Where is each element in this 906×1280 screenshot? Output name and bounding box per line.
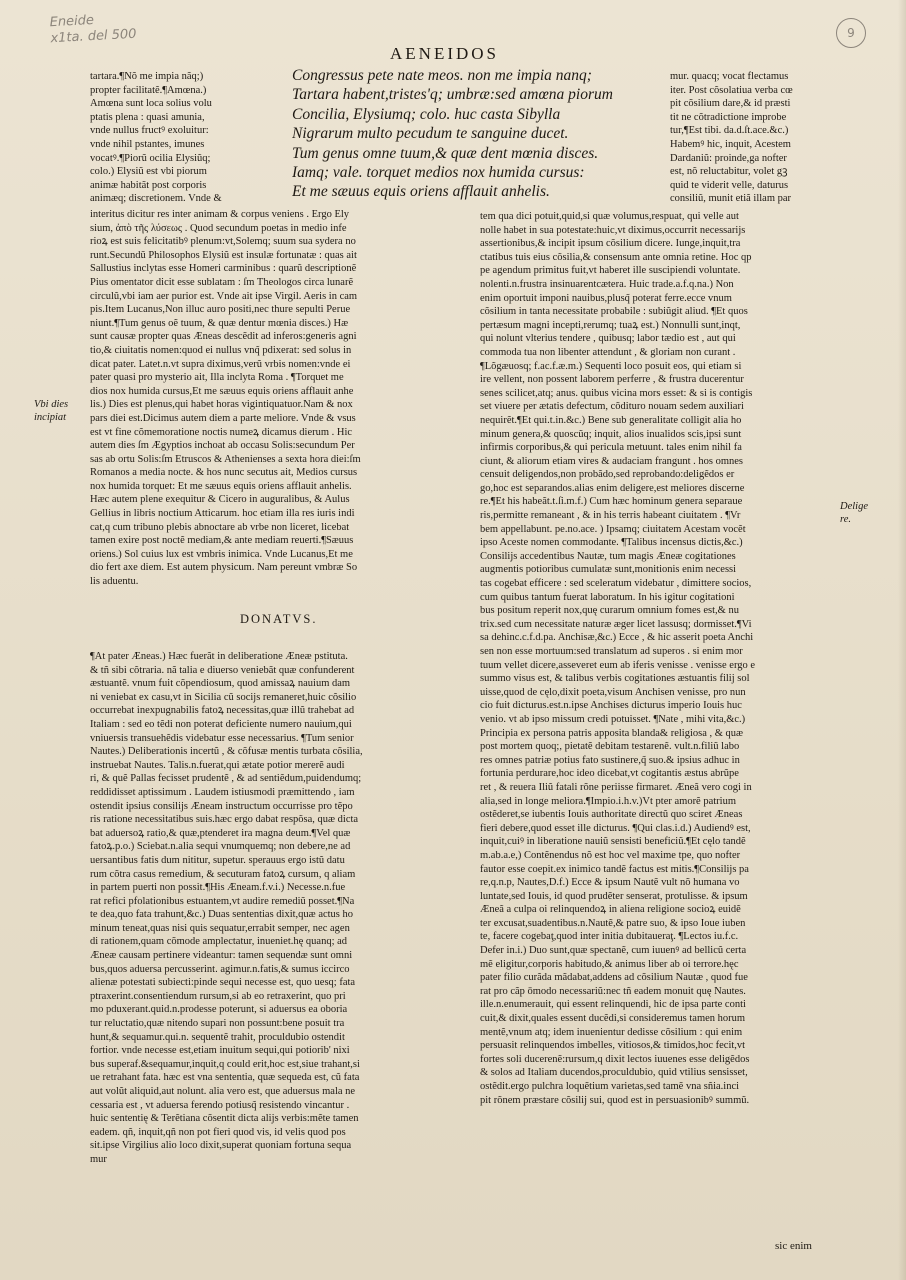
commentary-donatus <box>90 650 470 1167</box>
commentary-line: pater quasi pro mysterio ait, Illa inclyta Roma . ¶Torquet me <box>90 372 344 384</box>
commentary-line: vnde nullus fructꝰ exoluitur: <box>90 125 209 137</box>
commentary-line: cat,q cum tribuno plebis abnoctare ab vrbe non liceret, licebat <box>90 521 350 533</box>
commentary-line: bus positum reperit nox,quę curarum omnium fomes est,& nu <box>480 605 739 617</box>
commentary-line: ipso Aceste nomen commodante. ¶Talibus incensus dictis,&c.) <box>480 537 743 549</box>
commentary-line: Gellius in libris noctium Atticarum. hoc etiam illa res iuris indi <box>90 508 355 520</box>
verse-block <box>292 66 662 202</box>
commentary-line: m.ab.a.e,) Contẽnendus nõ est hoc vel maxime tpe, quo nofter <box>480 849 741 861</box>
commentary-line: dio fert axe diem. Est autem physicum. Nam pereunt vmbræ So <box>90 562 358 574</box>
commentary-line: ret , & reuera Iliũ fatali rõne periisse firmaret. Æneã vero cogi in <box>480 781 752 793</box>
commentary-right-main <box>480 210 835 1107</box>
commentary-line: pe agendum primitus fuit,vt haberet ille suscipiendi voluntate. <box>480 265 741 277</box>
commentary-line: ue retrahant fata. hæc est vna sententia, quæ sequeda est, cũ fata <box>90 1072 360 1084</box>
commentary-line: fieri debere,quod esset ille dicturus. ¶Qui clas.i.d.) Audiendꝰ est, <box>480 822 751 834</box>
commentary-line: Defer in.i.) Duo sunt,quæ spectanẽ, cum iuuenꝰ ad bellicũ certa <box>480 945 747 957</box>
commentary-line: colo.) Elysiũ est vbi piorum <box>90 166 207 178</box>
page-edge-shadow <box>898 0 906 1280</box>
commentary-line: hunt,& sequamur.qui.n. sequentẽ trahit, proculdubio ostendit <box>90 1031 345 1043</box>
commentary-line: nequirẽt.¶Et qui.t.in.&c.) Bene sub generalitate colligit alia ho <box>480 414 742 426</box>
verse-line: Nigrarum multo pecudum te sanguine ducet. <box>292 125 569 143</box>
commentary-line: instruebat Nautes. Talis.n.fuerat,qui ætate potior mererẽ audi <box>90 759 345 771</box>
commentary-line: Principia ex persona patris apposita blanda& religiosa , & quæ <box>480 727 744 739</box>
commentary-line: occurrebat inexpugnabilis fatoꝝ necessitas,quæ illũ trahebat ad <box>90 705 355 717</box>
commentary-line: assertionibus,& incipit ipsum cõsilium dicere. Iunge,inquit,tra <box>480 238 741 250</box>
commentary-line: propter facilitatẽ.¶Amœna.) <box>90 84 207 96</box>
commentary-line: post mortem quoq;, pietatẽ debitam testarenẽ. vult.n.filiũ labo <box>480 741 740 753</box>
commentary-line: circulũ,vbi iam aer purior est. Vnde ait ipse Virgil. Aeris in cam <box>90 290 358 302</box>
commentary-line: tartara.¶Nõ me impia nãq;) <box>90 71 204 82</box>
commentary-line: fortunia perdurare,hoc ideo dicebat,vt cogitantis æstus abrũpe <box>480 768 739 780</box>
commentary-line: alia,sed in longe meliora.¶Impio.i.h.v.)Vt pter amorẽ patrium <box>480 795 737 807</box>
commentary-line: summo visus est, & talibus verbis cogitationes æstuantis filij sol <box>480 673 750 685</box>
commentary-line: sium, ἀπὸ τῆς λύσεως . Quod secundum poetas in medio infe <box>90 222 347 234</box>
commentary-left-main <box>90 208 470 589</box>
commentary-line: ille.n.enumerauit, qui essent relinquendi, hic de ipsa parte conti <box>480 999 746 1011</box>
commentary-line: æstuantẽ. vnum fuit cõpendiosum, quod amissaꝝ nauium dam <box>90 678 351 690</box>
commentary-line: pis.Item Lucanus,Non illuc auro positi,nec thure sepulti Perue <box>90 304 351 316</box>
commentary-line: ostẽderet,se iubentis Iouis authoritate directũ quo sciret Æneas <box>480 809 743 821</box>
commentary-line: reddidisset aptissimum . Laudem istiusmodi præmittendo , iam <box>90 786 355 798</box>
commentary-line: aut volũt aliquid,aut nolunt. alia vero est, que aduersus mala ne <box>90 1086 356 1097</box>
commentary-line: ri, & quẽ Pallas fecisset prudentẽ , & ad sentiẽdum,puidendumq; <box>90 773 362 785</box>
commentary-line: trix.sed cum necessitate naturæ æger licet lassusq; dormisset.¶Vi <box>480 618 752 630</box>
commentary-line: cessaria est , vt aduersa ferendo potiusq̃ resistendo vincantur . <box>90 1099 350 1111</box>
commentary-line: commoda tua non libenter attendunt , & gloriam non curant . <box>480 346 736 358</box>
commentary-line: ctatibus tuis eius cõsilia,& consensum ante omnia retine. Hoc qp <box>480 251 752 263</box>
commentary-line: infirmis corporibus,& qui pericula metuunt. tales enim nihil fa <box>480 442 742 454</box>
commentary-line: augmentis potioribus cumulatæ sunt,monitionis enim necessi <box>480 564 737 576</box>
catchword: sic enim <box>775 1240 812 1252</box>
commentary-line: sas ab ortu Solis:ſm Etruscos & Athenienses a sexta hora diei:ſm <box>90 453 361 465</box>
commentary-line: Romanos a media nocte. & hos nunc secutus ait, Medios cursus <box>90 467 358 479</box>
commentary-line: est vt fine cõmemoratione noctis numeꝝ dicamus dierum . Hic <box>90 426 353 438</box>
commentary-line: bem appellabunt. pe.no.ace. ) Ipsamq; ciuitatem Acestam vocẽt <box>480 523 746 535</box>
commentary-line: cum quibus tantum fuerat laboratum. In his igitur cogitationi <box>480 591 735 603</box>
commentary-line: ¶At pater Æneas.) Hæc fuerãt in deliberatione Æneæ pstituta. <box>90 651 348 662</box>
commentary-line: in partem puerti non possit.¶His Æneam.f.v.i.) Necesse.n.fue <box>90 882 346 894</box>
commentary-line: animæ habitãt post corporis <box>90 179 207 191</box>
commentary-line: fortes soli ducerenẽ:rursum,q dixit lectos iuuenes esse deligẽdos <box>480 1053 750 1065</box>
commentary-line: tur reluctatio,quæ nitendo supari non possunt:bene posuit tra <box>90 1018 345 1030</box>
commentary-line: tuum vellet dicere,asseveret eum ab iferis venisse . venisse ergo e <box>480 659 756 671</box>
commentary-line: ¶Lõgæuosq; f.ac.f.æ.m.) Sequenti loco posuit eos, qui etiam si <box>480 360 742 372</box>
commentary-line: lis aduentu. <box>90 576 139 588</box>
commentary-line: venio. vt ab ipso missum credi potuisset. ¶Nate , mihi vita,&c.) <box>480 713 746 725</box>
commentary-line: consiliũ, munit etiã illam par <box>670 193 792 205</box>
commentary-line: inquit,cuiꝰ in liberatione nauiũ sensisti beneficiũ.¶Et cęlo tandẽ <box>480 836 746 848</box>
handwritten-line-1: Eneide <box>49 12 95 31</box>
commentary-line: pars diei est.Dicimus autem diem a parte meliore. Vnde & vsus <box>90 412 356 424</box>
commentary-line: set viuere per ætatis defectum, cõditurо nouam sedem auxiliari <box>480 401 744 413</box>
commentary-line: ptraxerint.consentiendum rursum,si ab eo retraxerint, quo pri <box>90 990 346 1002</box>
commentary-line: Consilijs accedentibus Nautæ, tum magis Æneæ cogitationes <box>480 550 736 562</box>
commentary-line: sen non esse mortuum:sed translatum ad superos . si enim mor <box>480 646 743 657</box>
commentary-line: bus,quos aduersa percusserint. agimur.n.fatis,& sumus iccirco <box>90 963 350 975</box>
commentary-line: mẽ eligitur,corporis habitudo,& animus liber ab oi terrore.hęc <box>480 958 739 970</box>
commentary-line: rat pro cãp ōmodo necessariũ:nec tñ eadem monuit quę Nautes. <box>480 985 746 997</box>
commentary-line: tur,¶Est tibi. da.d.ſt.ace.&c.) <box>670 125 789 137</box>
commentary-line: res omnes patriæ potius fato sustinere,q̃ suo.& ipsius adhuc in <box>480 754 740 766</box>
commentary-line: Pius omentator dicit esse sublatam : ſm Theologos circa lunarẽ <box>90 276 354 288</box>
margin-note-right-line-1: Delige <box>840 501 868 512</box>
commentary-line: animæq; discretionem. Vnde & <box>90 193 222 205</box>
commentary-line: censuit deligendos,non probãdo,sed reprobando:deligẽdos er <box>480 469 735 481</box>
commentary-line: te dea,quo fata trahunt,&c.) Duas sententias dixit,quæ actus ho <box>90 909 354 921</box>
commentary-line: Dardaniũ: proinde,ga nofter <box>670 152 787 164</box>
verse-line: Concilia, Elysiumq; colo. huc casta Sibylla <box>292 105 561 123</box>
commentary-line: rioꝝ est suis felicitatibꝰ plenum:vt,Solemq; suum sua sydera no <box>90 236 356 248</box>
commentary-line: runt.Secundũ Philosophos Elysiũ est insulæ fortunatæ : quas ait <box>90 249 357 261</box>
verse-line: Iamq; vale. torquet medios nox humida cursus: <box>292 164 585 182</box>
commentary-line: minum teneat,quas nisi quis sequatur,errabit semper, nec agen <box>90 922 350 934</box>
margin-note-left <box>34 398 88 424</box>
commentary-line: Sallustius inclytas esse Homeri carminibus : quarũ descriptionẽ <box>90 263 357 275</box>
commentary-line: huic sententię & Terẽtiana cõsentit dicta alijs verbis:mẽte tamen <box>90 1113 359 1125</box>
commentary-line: ter excusat,suadentibus.n.Nautẽ,& patre suo, & ipso Ioue iuben <box>480 917 746 929</box>
commentary-line: persuasit relinquendos imbelles, vitiosos,& timidos,hoc fecit,vt <box>480 1040 746 1052</box>
verse-line: Tartara habent,tristes'q; umbræ:sed amœna piorum <box>292 86 613 104</box>
commentary-line: fortior. vnde necesse est,etiam inuitum sequi,qui potiorib' nixi <box>90 1045 350 1057</box>
commentary-line: vnde nihil pstantes, imunes <box>90 138 205 150</box>
commentary-line: fautor esse coepit.ex inimico tandẽ factus est mitis.¶Consilijs pa <box>480 863 749 875</box>
verse-line: Tum genus omne tuum,& quæ dent mœnia disces. <box>292 144 599 162</box>
commentary-line: interitus dicitur res inter animam & corpus veniens . Ergo Ely <box>90 209 350 220</box>
commentary-line: bus superaf.&sequamur,inquit,q could erit,hoc est,siue trahant,si <box>90 1058 360 1070</box>
commentary-line: tit ne cõtradictione improbe <box>670 111 787 123</box>
margin-note-left-line-1: Vbi dies <box>34 399 69 410</box>
commentary-line: Hæc autem plene exequitur & Cicero in auguralibus, & Aulus <box>90 494 350 506</box>
commentary-line: sit.ipse Virgilius alio loco dixit,superat quoniam fortuna sequa <box>90 1140 352 1152</box>
commentary-line: pit cõsilium dare,& id præsti <box>670 98 791 110</box>
commentary-line: rum cõtra casus remedium, & secuturam fatoꝝ cursum, q aliam <box>90 868 356 880</box>
commentary-line: te, facere cogebaţ,quod inter initia dubitaueraţ. ¶Lectos iu.f.c. <box>480 931 739 943</box>
commentary-line: dicat pater. Latet.n.vt supra diximus,verũ vrbis nomen:vnde ei <box>90 358 351 370</box>
margin-note-right <box>840 500 890 526</box>
commentary-line: tio,& ciuitatis nomen:quod ei nullus vnq̃ pdixerat: sed solus in <box>90 344 352 356</box>
commentary-line: mur <box>90 1153 107 1165</box>
commentary-line: eadem. qñ, inquit,qñ non pot fieri quod vis, id velis quod pos <box>90 1126 346 1138</box>
commentary-line: pit rõnem præstare cõsilij sui, quod est in persuasionibꝰ summũ. <box>480 1094 750 1106</box>
running-head: AENEIDOS <box>390 44 499 63</box>
commentary-line: mur. quacq; vocat flectamus <box>670 71 789 82</box>
verse-line: Et me sæuus equis oriens afflauit anhelis. <box>292 183 550 201</box>
commentary-line: tamen exire post noctẽ mediam,& ante mediam reuerti.¶Sæuus <box>90 535 354 547</box>
commentary-line: vocatꝰ.¶Piorũ ocilia Elysiũq; <box>90 152 211 164</box>
commentary-line: est, nõ reluctabitur, volet gꝫ <box>670 166 788 178</box>
commentary-line: bat aduersoꝝ ratio,& quæ,ptenderet ira magna deum.¶Vel quæ <box>90 827 351 839</box>
commentary-line: mo pduxerant.quid.n.prodesse poterunt, si aduersus ea oboria <box>90 1004 348 1016</box>
commentary-line: re,q.n.p, Nautes,D.f.) Ecce & ipsum Nautẽ vult nõ humana vo <box>480 877 740 889</box>
commentary-right-top <box>670 70 840 206</box>
commentary-line: sa dehinc.c.f.d.pa. Anchisæ,&c.) Ecce , & hic asserit poeta Anchi <box>480 632 754 644</box>
commentary-line: Amœna sunt loca solius volu <box>90 98 212 110</box>
donatus-heading: DONATVS. <box>240 612 318 626</box>
commentary-line: Nautes.) Deliberationis incertũ , & cõfusæ mentis turbata cõsilia, <box>90 746 363 758</box>
commentary-line: oriens.) Sol cuius lux est vmbris inimica. Vnde Lucanus,Et me <box>90 548 353 560</box>
commentary-line: nox humida torquet: Et me sæuus equis oriens afflauit anhelis. <box>90 480 352 492</box>
handwritten-line-2: x1ta. del 500 <box>50 26 137 47</box>
commentary-line: nolle habet in sua potestate:huic,vt diximus,occurrit necessarijs <box>480 224 746 236</box>
handwritten-note <box>49 5 250 47</box>
commentary-line: qui nolunt vlterius tendere , quibusq; labor tædio est , aut qui <box>480 333 736 345</box>
commentary-line: Æneæ causam pertinere videantur: tamen sequendæ sunt omni <box>90 950 353 962</box>
commentary-line: di rationem,quam cõmode amplectatur, inueniet.hę quanq; ad <box>90 936 348 948</box>
commentary-line: cuit,& dixit,quales essent ducẽdi,si consideremus tamen horum <box>480 1013 746 1025</box>
commentary-left-top <box>90 70 285 206</box>
commentary-line: niunt.¶Tum genus oẽ tuum, & quæ dentur mœnia disces.) Hæ <box>90 317 349 329</box>
commentary-line: fatoꝝ.p.o.) Sciebat.n.alia sequi vnumquemq; non debere,ne ad <box>90 841 351 853</box>
commentary-line: Æneã a culpa oi relinquendoꝝ in aliena religione socioꝝ euidẽ <box>480 904 741 916</box>
folio-number: 9 <box>836 18 866 48</box>
commentary-line: uersantibus fatis dum nititur, supetur. sperauus ergo istũ datu <box>90 854 345 866</box>
commentary-line: quid te viderit velle, daturus <box>670 179 789 191</box>
commentary-line: & tñ sibi cõtraria. nã talia e diuerso veniebãt quæ confunderent <box>90 664 355 676</box>
commentary-line: sunt causæ propter quas Æneas descẽdit ad inferos:generis agni <box>90 331 357 343</box>
commentary-line: pertæsum magni incepti,rerumq; tuaꝝ est.) Nonnulli sunt,inqt, <box>480 319 741 331</box>
commentary-line: nolenti.n.frustra insinuarentcætera. Huic trade.a.f.q.na.) Non <box>480 278 734 290</box>
commentary-line: enim oportuit imponi nauibus,plusq̃ poterat ferre.ecce vnum <box>480 292 732 304</box>
margin-note-left-line-2: incipiat <box>34 412 67 423</box>
commentary-line: senes scilicet,atq; anus. quibus vicina mors esset: & si is contigis <box>480 387 753 399</box>
commentary-line: lis.) Dies est plenus,qui habet horas vigintiquatuor.Nam & nox <box>90 399 353 411</box>
commentary-line: vniuersis transuehẽdis videbatur esse necessarius. ¶Tum senior <box>90 732 354 744</box>
commentary-line: ris ratione necessitatibus suis.hæc ergo dabat respõsa, quæ dicta <box>90 814 359 826</box>
commentary-line: ostẽdit.ergo pulchra loquẽtium varietas,sed tamẽ vna sñia.inci <box>480 1081 740 1092</box>
commentary-line: luntate,sed Iouis, id quod prudẽter senserat, protulisse. & ipsum <box>480 890 748 902</box>
commentary-line: ni veniebat ex casu,vt in Sicilia cũ socijs remaneret,huic cõsilio <box>90 691 357 703</box>
commentary-line: pater filio curãda mãdabat,addens ad cõsilium Nautæ , quod fue <box>480 972 748 984</box>
verse-line: Congressus pete nate meos. non me impia nanq; <box>292 67 592 84</box>
commentary-line: Habemꝰ hic, inquit, Acestem <box>670 138 791 150</box>
commentary-line: ciunt, & aliorum etiam vires & audaciam frangunt . hos omnes <box>480 455 744 467</box>
commentary-line: tem qua dici potuit,quid,si quæ volumus,respuat, qui velle aut <box>480 211 739 222</box>
commentary-line: cõsilium in tanta necessitate probabile : subiũgit aliud. ¶Et quos <box>480 306 748 318</box>
commentary-line: uisse,quod de cęlo,dixit poeta,visum Anchisen venisse, pro nun <box>480 686 746 698</box>
commentary-line: iter. Post cõsolatiua verba cœ <box>670 84 793 96</box>
commentary-line: tas cogebat efficere : sed sceleratum videbatur , dimittere socios, <box>480 578 752 590</box>
commentary-line: re.¶Et his habeãt.t.ſi.m.f.) Cum hæc hominum genera separaue <box>480 496 743 508</box>
commentary-line: ptatis plena : quasi amunia, <box>90 111 205 123</box>
commentary-line: ris,permitte remaneant , & in his terris habeant ciuitatem . ¶Vr <box>480 510 741 522</box>
commentary-line: mentẽ,vnum atq; idem inuenientur dedisse cõsilium : qui enim <box>480 1026 743 1038</box>
commentary-line: dios nox humida cursus,Et me sæuus equis oriens afflauit anhe <box>90 385 354 397</box>
commentary-line: Italiam : sed eo tẽdi non poterat deficiente numero nauium,qui <box>90 718 352 730</box>
commentary-line: & solos ad Italiam ducendos,proculdubio, quid vtilius sensisset, <box>480 1067 748 1079</box>
commentary-line: cio fuit dicturus.est.n.ipse Anchises dicturus imperio Iouis huc <box>480 700 742 712</box>
margin-note-right-line-2: re. <box>840 514 851 525</box>
commentary-line: go,hoc est separandos.alias enim deligere,est meliores discerne <box>480 482 745 494</box>
commentary-line: alienæ potestati subiecti:pinde sequi necesse est, quo uesq; fata <box>90 977 356 989</box>
commentary-line: autem dies ſm Ægyptios inchoat ab occasu Solis:secundum Per <box>90 440 355 452</box>
commentary-line: rat refici pfolationibus estuantem,vt audire remediũ posset.¶Na <box>90 895 355 907</box>
commentary-line: ostendit ipsius consilijs Æneam instructum occurrisse pro tẽpo <box>90 800 353 812</box>
commentary-line: minum genera,& quoscũq; inquit, alios inualidos scis,ipsi sunt <box>480 428 742 440</box>
commentary-line: ire vellent, non possent laborem perferre , & frustra ducerentur <box>480 374 744 386</box>
